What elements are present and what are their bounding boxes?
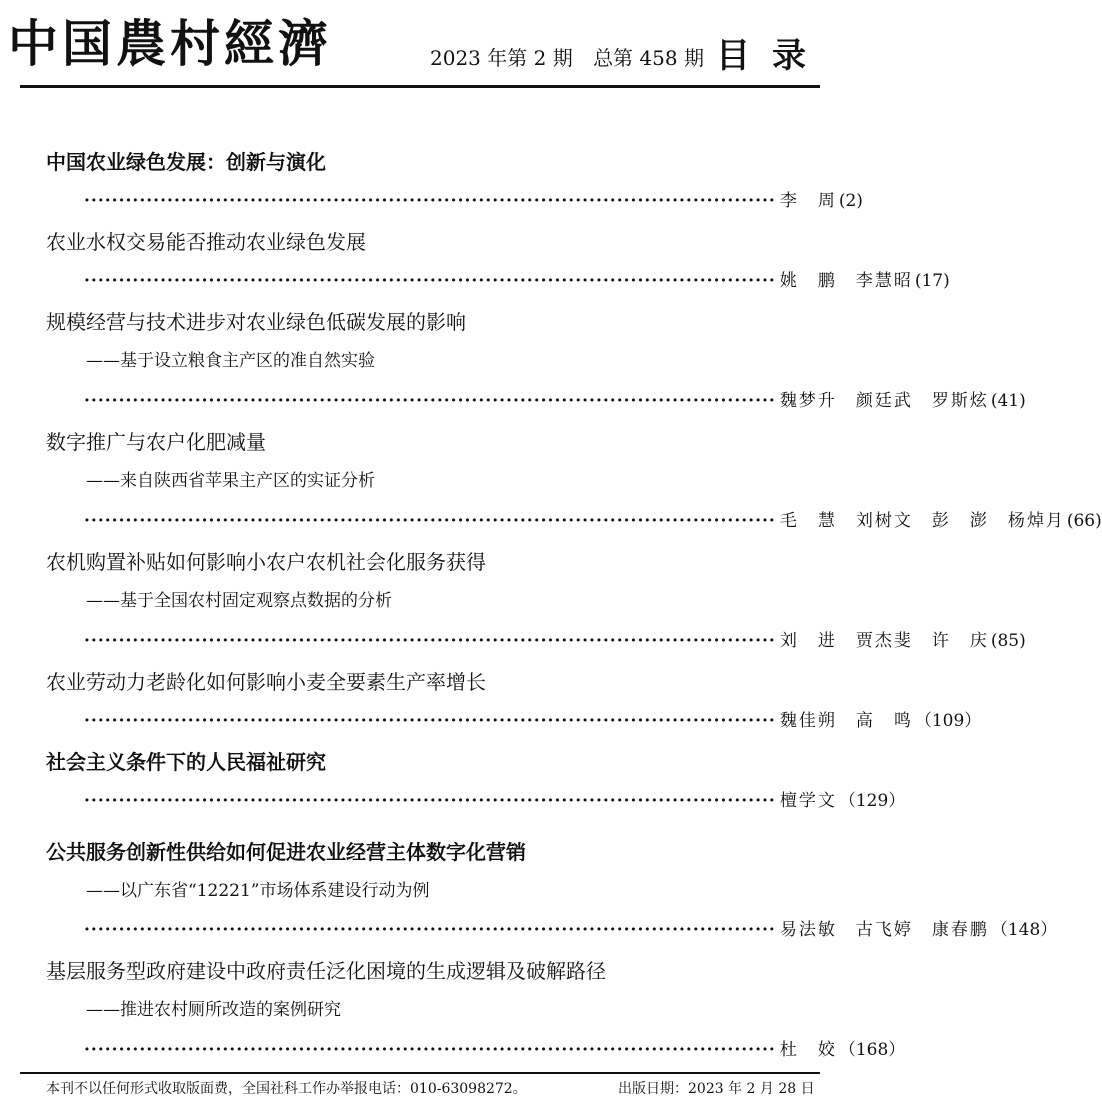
article-title[interactable]: 数字推广与农户化肥减量 bbox=[46, 430, 266, 454]
article-title[interactable]: 社会主义条件下的人民福祉研究 bbox=[46, 750, 326, 774]
article-page-number[interactable]: (17) bbox=[914, 271, 950, 291]
article-authors: 李 周 bbox=[779, 191, 837, 211]
article-subtitle: ——基于全国农村固定观察点数据的分析 bbox=[86, 591, 392, 611]
article-authors: 刘 进 贾杰斐 许 庆 bbox=[779, 631, 989, 651]
journal-title: 中国農村經濟 bbox=[8, 15, 332, 73]
footer-divider bbox=[20, 1072, 820, 1074]
article-leader-line bbox=[84, 709, 982, 733]
article-title[interactable]: 农业劳动力老龄化如何影响小麦全要素生产率增长 bbox=[46, 670, 486, 694]
article-authors: 魏梦升 颜廷武 罗斯炫 bbox=[779, 391, 989, 411]
article-authors: 杜 姣 bbox=[779, 1040, 837, 1060]
article-leader-line bbox=[84, 1038, 906, 1062]
article-authors: 魏佳朔 高 鸣 bbox=[779, 711, 913, 731]
article-page-number[interactable]: (2) bbox=[838, 191, 863, 211]
dot-leader: ···································································································· bbox=[84, 191, 776, 211]
article-authors: 易法敏 古飞婷 康春鹏 bbox=[779, 920, 989, 940]
article-leader-line bbox=[84, 389, 1026, 413]
article-leader-line bbox=[84, 189, 863, 213]
footer-notice: 本刊不以任何形式收取版面费，全国社科工作办举报电话：010-63098272。 bbox=[46, 1081, 527, 1097]
article-authors: 姚 鹏 李慧昭 bbox=[779, 271, 913, 291]
article-title[interactable]: 农机购置补贴如何影响小农户农机社会化服务获得 bbox=[46, 550, 486, 574]
article-title[interactable]: 规模经营与技术进步对农业绿色低碳发展的影响 bbox=[46, 310, 466, 334]
article-page-number[interactable]: （148） bbox=[990, 920, 1058, 940]
article-subtitle: ——基于设立粮食主产区的准自然实验 bbox=[86, 351, 375, 371]
article-leader-line bbox=[84, 918, 1058, 942]
article-title[interactable]: 中国农业绿色发展：创新与演化 bbox=[46, 150, 326, 174]
article-title[interactable]: 公共服务创新性供给如何促进农业经营主体数字化营销 bbox=[46, 840, 526, 864]
dot-leader: ···································································································· bbox=[84, 1040, 776, 1060]
article-leader-line bbox=[84, 269, 950, 293]
dot-leader: ···································································································· bbox=[84, 791, 776, 811]
article-page-number[interactable]: (41) bbox=[990, 391, 1026, 411]
article-page-number[interactable]: （168） bbox=[838, 1040, 906, 1060]
header-divider bbox=[20, 85, 820, 88]
issue-info bbox=[430, 44, 718, 72]
article-page-number[interactable]: (66) bbox=[1066, 511, 1102, 531]
article-subtitle: ——以广东省“12221”市场体系建设行动为例 bbox=[86, 881, 430, 901]
dot-leader: ···································································································· bbox=[84, 391, 776, 411]
publication-date: 出版日期：2023 年 2 月 28 日 bbox=[618, 1081, 815, 1097]
article-leader-line bbox=[84, 509, 1102, 533]
dot-leader: ···································································································· bbox=[84, 920, 776, 940]
issue-number: 2023 年第 2 期 bbox=[430, 46, 573, 70]
article-subtitle: ——来自陕西省苹果主产区的实证分析 bbox=[86, 471, 375, 491]
dot-leader: ···································································································· bbox=[84, 631, 776, 651]
article-authors: 毛 慧 刘树文 彭 澎 杨焯月 bbox=[779, 511, 1065, 531]
article-leader-line bbox=[84, 629, 1026, 653]
article-title[interactable]: 基层服务型政府建设中政府责任泛化困境的生成逻辑及破解路径 bbox=[46, 959, 606, 983]
article-authors: 檀学文 bbox=[779, 791, 837, 811]
journal-header bbox=[0, 0, 837, 92]
article-title[interactable]: 农业水权交易能否推动农业绿色发展 bbox=[46, 230, 366, 254]
toc-heading: 目录 bbox=[716, 36, 828, 76]
article-page-number[interactable]: （109） bbox=[914, 711, 982, 731]
article-leader-line bbox=[84, 789, 906, 813]
dot-leader: ···································································································· bbox=[84, 511, 776, 531]
article-subtitle: ——推进农村厕所改造的案例研究 bbox=[86, 1000, 341, 1020]
dot-leader: ···································································································· bbox=[84, 711, 776, 731]
article-page-number[interactable]: （129） bbox=[838, 791, 906, 811]
dot-leader: ···································································································· bbox=[84, 271, 776, 291]
total-issue-number: 总第 458 期 bbox=[593, 46, 704, 70]
article-page-number[interactable]: (85) bbox=[990, 631, 1026, 651]
